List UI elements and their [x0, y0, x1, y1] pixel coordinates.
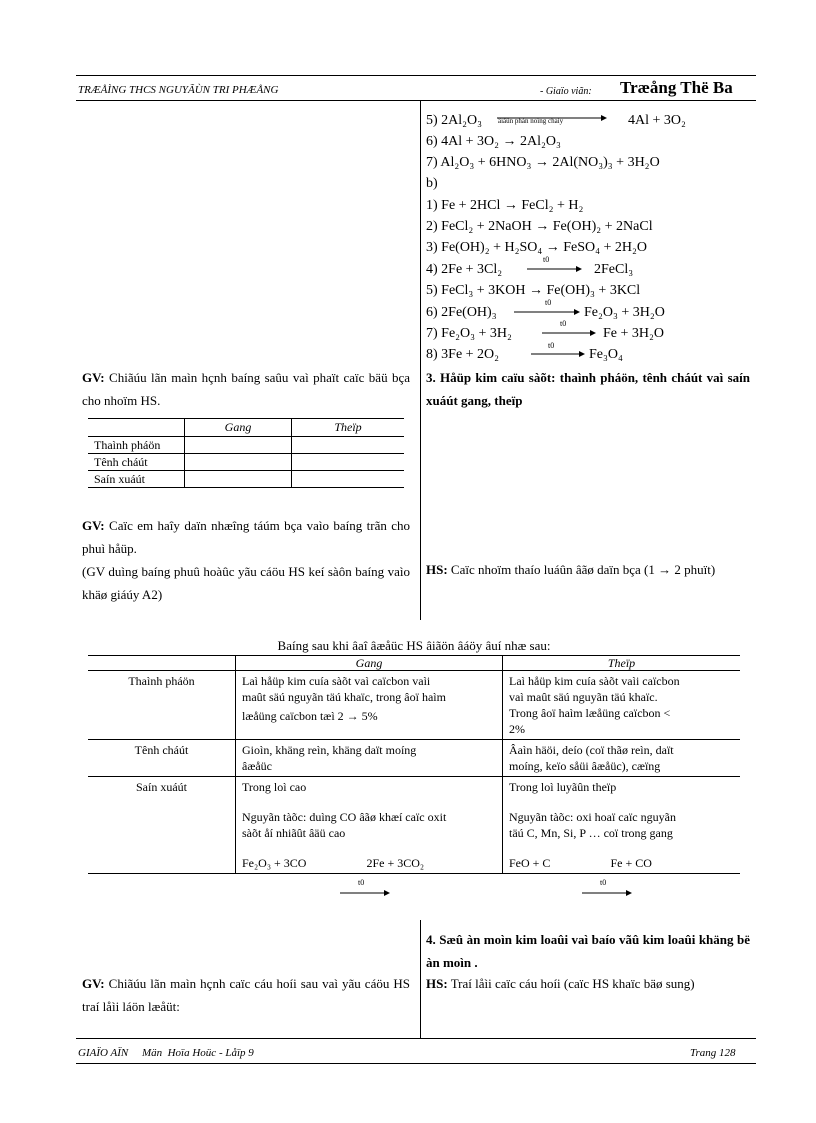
- arrow-thep: [582, 888, 632, 898]
- equation-b8: 8) 3Fe + 2O₂: [426, 347, 500, 362]
- small-table-row-label: Saín xuáút: [88, 471, 185, 488]
- arrow-b6: [514, 306, 580, 318]
- equation-7a: 7) Al₂O₃ + 6HNO₃ → 2Al(NO₃)₃ + 3H₂O: [426, 155, 660, 170]
- teacher-label: - Giaïo viãn:: [540, 86, 592, 97]
- teacher-name: Træång Thë Ba: [620, 78, 733, 97]
- arrow-electrolysis: [497, 112, 607, 124]
- page-number: Trang 128: [690, 1047, 736, 1059]
- t0-label-b7: t0: [560, 319, 567, 328]
- t0-label-b8: t0: [548, 341, 555, 350]
- big-table-header-gang: Gang: [236, 656, 503, 671]
- column-divider-top: [420, 101, 421, 620]
- equation-b6-product: Fe₂O₃ + 3H₂O: [584, 305, 665, 320]
- equation-b7: 7) Fe₂O₃ + 3H₂: [426, 326, 512, 341]
- small-table-header-empty: [88, 419, 185, 437]
- t0-label-thep: t0: [600, 878, 607, 887]
- arrow-b4: [527, 263, 582, 275]
- equation-5a-product: 4Al + 3O₂: [628, 113, 686, 128]
- equation-b2: 2) FeCl₂ + 2NaOH → Fe(OH)₂ + 2NaCl: [426, 219, 653, 234]
- equation-b7-product: Fe + 3H₂O: [603, 326, 664, 341]
- school-name: TRÆÅÌNG THCS NGUYÃÙN TRI PHÆÅNG: [78, 84, 279, 96]
- small-table: [88, 418, 404, 488]
- equation-b8-product: Fe₃O₄: [589, 347, 623, 362]
- hs-response-2: HS: Traí låìi caïc cáu hoíi (caïc HS khaïc bäø sung): [426, 976, 695, 991]
- small-table-header-thep: Theïp: [292, 419, 405, 437]
- big-table-caption: Baíng sau khi âaî âæåüc HS âiãön âáöy âuí nhæ sau:: [277, 638, 551, 653]
- small-table-header-gang: Gang: [185, 419, 292, 437]
- electrolysis-label: âiãûn phán noïng chaíy: [498, 117, 564, 125]
- footer-course: GIAÏO AÏN Män Hoïa Hoüc - Låïp 9: [78, 1047, 254, 1059]
- big-table-cell-thep: Âaìn häöi, deío (coï thãø reìn, daït moíng, keïo såüi âæåüc), cæïng: [503, 740, 741, 777]
- equation-b5: 5) FeCl₃ + 3KOH → Fe(OH)₃ + 3KCl: [426, 283, 641, 298]
- t0-label-b4: t0: [543, 255, 550, 264]
- section-4-heading: 4. Sæû àn moìn kim loaûi vaì baío vãû kim loaûi khäng bë àn moìn .: [426, 932, 750, 970]
- table-row: [88, 777, 740, 874]
- header-bottom-rule: [76, 100, 756, 101]
- small-table-row-label: Tênh cháút: [88, 454, 185, 471]
- column-divider-bottom: [420, 920, 421, 1038]
- equation-b6: 6) 2Fe(OH)₃: [426, 305, 497, 320]
- table-row: [88, 471, 404, 488]
- big-table-cell-gang: Trong loì cao Nguyãn tàõc: duìng CO âãø khæí caïc oxit sàõt åí nhiãût âäü cao Fe₂O₃ + 3CO 2Fe + 3CO₂: [236, 777, 503, 874]
- big-table-cell-thep: Laì håüp kim cuía sàõt vaìi caïcbon vaì maût säú nguyãn täú khaïc. Trong âoï haìm læåüng caïcbon < 2%: [503, 671, 741, 740]
- table-row: [88, 740, 740, 777]
- table-row: [88, 454, 404, 471]
- equation-b4-product: 2FeCl₃: [594, 262, 634, 277]
- gv-instruction-3: GV: Chiãúu lãn maìn hçnh caïc cáu hoíi sau vaì yãu cáöu HS traí låìi láön læåüt:: [82, 976, 410, 1014]
- t0-label-gang: t0: [358, 878, 365, 887]
- hs-response-1: HS: Caïc nhoïm thaío luáûn âãø daïn bça (1 → 2 phuït): [426, 562, 716, 577]
- big-table-row-label: Saín xuáút: [88, 777, 236, 874]
- equation-b4: 4) 2Fe + 3Cl₂: [426, 262, 503, 277]
- arrow-gang: [340, 888, 390, 898]
- equation-6a: 6) 4Al + 3O₂ → 2Al₂O₃: [426, 134, 561, 149]
- equation-5a: 5) 2Al₂O₃: [426, 113, 483, 128]
- big-table-row-label: Thaình pháön: [88, 671, 236, 740]
- big-table-cell-gang: Laì håüp kim cuía sàõt vaì caïcbon vaìi maût säú nguyãn täú khaïc, trong âoï haìm læåüng caïcbon tæì 2 → 5%: [236, 671, 503, 740]
- equation-b1: 1) Fe + 2HCl → FeCl₂ + H₂: [426, 198, 584, 213]
- big-table-row-label: Tênh cháút: [88, 740, 236, 777]
- table-row: [88, 671, 740, 740]
- big-table-header-thep: Theïp: [503, 656, 741, 671]
- table-row: [88, 437, 404, 454]
- big-table-header-empty: [88, 656, 236, 671]
- arrow-b8: [531, 348, 585, 360]
- big-table-cell-thep: Trong loì luyãûn theïp Nguyãn tàõc: oxi hoaï caïc nguyãn täú C, Mn, Si, P … coï trong gang FeO + C Fe + CO: [503, 777, 741, 874]
- footer-top-rule: [76, 1038, 756, 1039]
- t0-label-b6: t0: [545, 298, 552, 307]
- big-table-cell-gang: Gioìn, khäng reìn, khäng daït moíng âæåüc: [236, 740, 503, 777]
- equation-b3: 3) Fe(OH)₂ + H₂SO₄ → FeSO₄ + 2H₂O: [426, 240, 648, 255]
- big-table: [88, 655, 740, 874]
- small-table-row-label: Thaình pháön: [88, 437, 185, 454]
- footer-bottom-rule: [76, 1063, 756, 1064]
- section-3-heading: 3. Håüp kim caïu sàõt: thaình pháön, tênh cháút vaì saín xuáút gang, theïp: [426, 370, 750, 408]
- gv-instruction-1: GV: Chiãúu lãn maìn hçnh baíng saûu vaì phaït caïc bäü bça cho nhoïm HS.: [82, 370, 410, 408]
- header-top-rule: [76, 75, 756, 76]
- gv-instruction-2: GV: Caïc em haîy daïn nhæîng táúm bça vaìo baíng trãn cho phuì håüp. (GV duìng baíng phuû hoàûc yãu cáöu HS keí sàôn baíng vaìo khäø giáúy A2): [82, 518, 411, 602]
- part-b-label: b): [426, 176, 438, 191]
- gv-note: (GV duìng baíng phuû hoàûc yãu cáöu HS keí sàôn baíng vaìo khäø giáúy A2): [82, 564, 410, 602]
